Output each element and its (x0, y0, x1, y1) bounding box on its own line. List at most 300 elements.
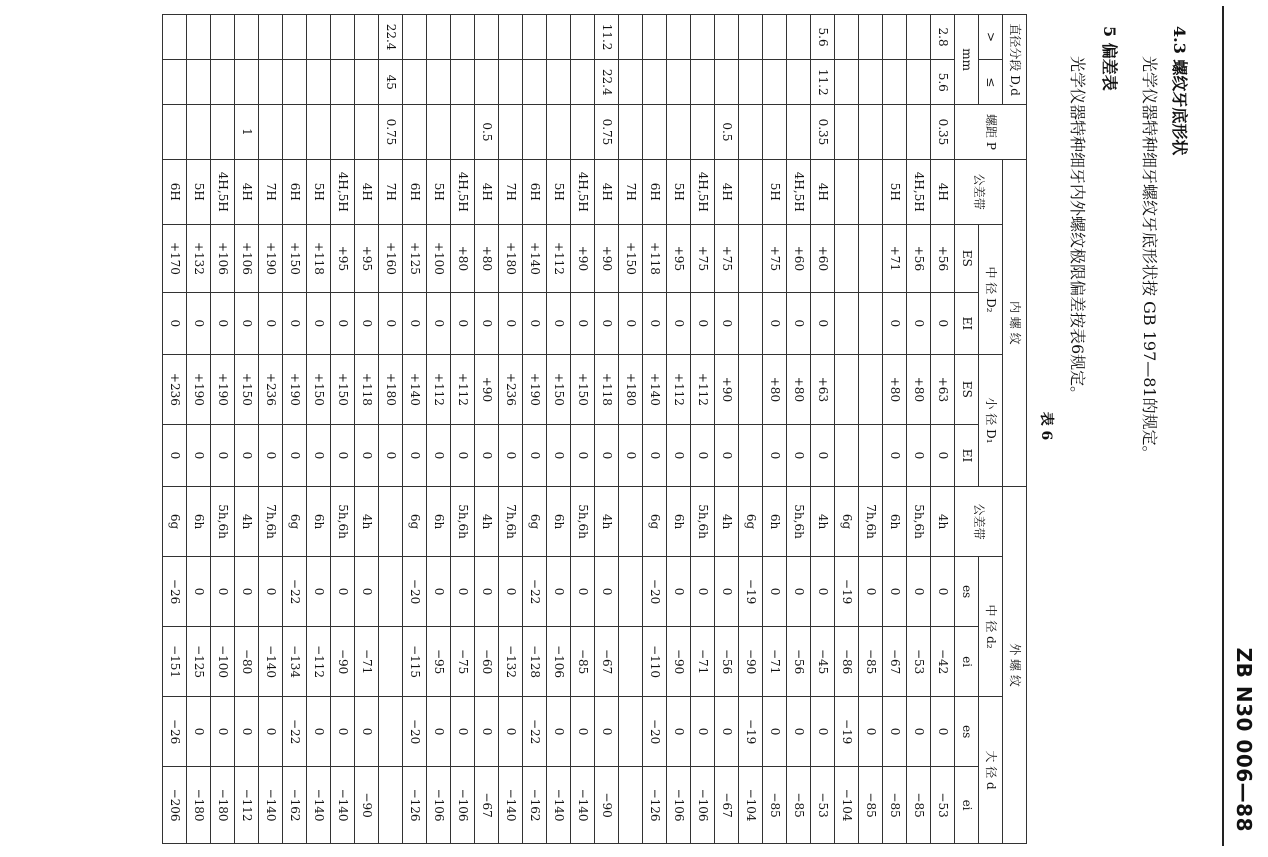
table-cell: −100 (211, 627, 235, 697)
table-cell: −106 (451, 767, 475, 844)
table-cell: −20 (643, 697, 667, 767)
table-cell (211, 15, 235, 60)
table-cell: 5h,6h (691, 487, 715, 557)
table-cell: +180 (379, 354, 403, 424)
table-cell (859, 105, 883, 159)
table-cell: +118 (643, 225, 667, 293)
table-cell: 0 (763, 292, 787, 354)
table-cell (859, 424, 883, 486)
table-cell: 4H,5H (451, 159, 475, 224)
table-cell (547, 105, 571, 159)
table-cell: +80 (883, 354, 907, 424)
table-cell: −140 (571, 767, 595, 844)
table-cell: 0 (643, 292, 667, 354)
section-5-body: 光学仪器特种细牙内外螺纹极限偏差按表6规定。 (1068, 56, 1087, 403)
table-cell: 0 (931, 292, 955, 354)
table-cell: 6g (163, 487, 187, 557)
table-cell: 6g (523, 487, 547, 557)
table-cell: 4H (715, 159, 739, 224)
table-cell: 0 (763, 557, 787, 627)
table-cell: 0 (763, 697, 787, 767)
table-cell: 6g (643, 487, 667, 557)
table-cell: +80 (451, 225, 475, 293)
table-cell: −42 (931, 627, 955, 697)
table-cell: −53 (811, 767, 835, 844)
table-cell: 7H (259, 159, 283, 224)
table-cell: 11.2 (811, 60, 835, 105)
table-cell: 0 (907, 697, 931, 767)
table-cell: 0 (691, 697, 715, 767)
table-cell: 0 (571, 697, 595, 767)
table-cell (571, 105, 595, 159)
table-cell: 0 (259, 557, 283, 627)
table-cell: −162 (523, 767, 547, 844)
table-cell: +118 (355, 354, 379, 424)
table-cell (571, 15, 595, 60)
table-cell: 0 (163, 424, 187, 486)
table-cell: 5H (187, 159, 211, 224)
table-cell (427, 15, 451, 60)
table-cell: −140 (307, 767, 331, 844)
table-cell: −180 (211, 767, 235, 844)
table-cell: −56 (715, 627, 739, 697)
table-cell (739, 159, 763, 224)
table-cell (643, 60, 667, 105)
table-cell: 0 (331, 292, 355, 354)
table-cell: −22 (523, 557, 547, 627)
table-cell (283, 60, 307, 105)
table-cell (379, 767, 403, 844)
table-cell: 0 (403, 424, 427, 486)
table-cell: 0 (499, 697, 523, 767)
table-cell: 0 (187, 292, 211, 354)
table-cell (427, 105, 451, 159)
table-cell: +190 (283, 354, 307, 424)
table-cell: −67 (715, 767, 739, 844)
table-row (667, 15, 691, 844)
table-cell: 1 (235, 105, 259, 159)
table-cell: 6H (403, 159, 427, 224)
table-cell (835, 225, 859, 293)
table-cell (907, 105, 931, 159)
table-cell (739, 105, 763, 159)
table-cell: 0 (787, 292, 811, 354)
table-cell (859, 159, 883, 224)
table-cell: 6h (307, 487, 331, 557)
table-cell: 0 (427, 424, 451, 486)
table-cell: 0 (883, 292, 907, 354)
table-cell: 0 (307, 292, 331, 354)
table-cell: −90 (739, 627, 763, 697)
table-cell (523, 60, 547, 105)
table-cell (187, 15, 211, 60)
table-cell: −110 (643, 627, 667, 697)
table-cell: +112 (691, 354, 715, 424)
table-cell: +160 (379, 225, 403, 293)
table-cell: −26 (163, 557, 187, 627)
table-cell (619, 15, 643, 60)
table-cell: −19 (739, 697, 763, 767)
table-cell: −132 (499, 627, 523, 697)
table-cell: +236 (259, 354, 283, 424)
table-cell: +190 (211, 354, 235, 424)
table-cell: 0 (667, 697, 691, 767)
table-cell: −85 (571, 627, 595, 697)
table-cell (859, 354, 883, 424)
table-cell: 45 (379, 60, 403, 105)
table-cell: −67 (595, 627, 619, 697)
table-cell: 7H (619, 159, 643, 224)
table-cell: 0 (619, 424, 643, 486)
table-cell: 0.5 (475, 105, 499, 159)
table-cell: 0 (883, 697, 907, 767)
table-cell: 0 (427, 697, 451, 767)
table-cell (835, 159, 859, 224)
table-cell (787, 105, 811, 159)
table-cell: 0 (883, 424, 907, 486)
table-cell (331, 105, 355, 159)
table-cell: +150 (571, 354, 595, 424)
table-cell: +80 (475, 225, 499, 293)
table-cell: −140 (547, 767, 571, 844)
table-cell (619, 557, 643, 627)
table-cell (499, 15, 523, 60)
table-cell: 5H (307, 159, 331, 224)
table-cell: 0 (475, 292, 499, 354)
table-row (499, 15, 523, 844)
table-cell: +170 (163, 225, 187, 293)
table-cell: 0 (667, 424, 691, 486)
table-cell: −85 (883, 767, 907, 844)
table-cell: −140 (259, 627, 283, 697)
table-cell: 0 (259, 292, 283, 354)
table-cell: 5H (763, 159, 787, 224)
table-cell: 5H (547, 159, 571, 224)
table-cell (619, 60, 643, 105)
table-cell: +150 (331, 354, 355, 424)
table-cell: +150 (619, 225, 643, 293)
table-cell: 0 (307, 424, 331, 486)
table-cell: +180 (499, 225, 523, 293)
table-cell (643, 105, 667, 159)
section-4-3-title: 4.3 螺纹牙底形状 (1170, 26, 1189, 156)
table-cell: 0 (571, 557, 595, 627)
table-cell: −106 (547, 627, 571, 697)
table-cell: 11.2 (595, 15, 619, 60)
table-cell: 0 (907, 292, 931, 354)
table-cell: 0 (595, 292, 619, 354)
table-cell: 0 (787, 424, 811, 486)
table-cell (883, 60, 907, 105)
standard-number: ZB N30 006—88 (1232, 647, 1256, 832)
table-cell: 0 (163, 292, 187, 354)
table-cell: 0 (547, 697, 571, 767)
table-cell (163, 60, 187, 105)
table-cell: −85 (859, 767, 883, 844)
table-row (547, 15, 571, 844)
table-cell (355, 15, 379, 60)
table-cell: 7h,6h (859, 487, 883, 557)
table-row (331, 15, 355, 844)
table-cell (211, 60, 235, 105)
table-cell: +106 (235, 225, 259, 293)
table-cell (835, 15, 859, 60)
table-cell: +56 (907, 225, 931, 293)
table-cell: −60 (475, 627, 499, 697)
table-row (931, 15, 955, 844)
table-cell: −67 (883, 627, 907, 697)
table-cell: +140 (403, 354, 427, 424)
table-cell: 0 (811, 424, 835, 486)
table-cell: 0 (499, 557, 523, 627)
table-cell: 0 (691, 557, 715, 627)
table-cell (787, 15, 811, 60)
table-cell: 0 (763, 424, 787, 486)
table-cell: 22.4 (379, 15, 403, 60)
table-cell: −71 (691, 627, 715, 697)
table-cell: 0 (931, 424, 955, 486)
table-cell: 5H (667, 159, 691, 224)
table-cell (451, 15, 475, 60)
table-cell (187, 105, 211, 159)
table-cell: +56 (931, 225, 955, 293)
table-cell: 0 (283, 292, 307, 354)
table-row (187, 15, 211, 844)
table-cell: +118 (595, 354, 619, 424)
table-cell: 0 (259, 697, 283, 767)
table-cell: 0 (235, 557, 259, 627)
table-cell: 6h (883, 487, 907, 557)
table-cell: +140 (643, 354, 667, 424)
table-row (883, 15, 907, 844)
mm-unit-header: mm (955, 15, 979, 105)
table-cell: 0 (547, 424, 571, 486)
table-cell: −106 (691, 767, 715, 844)
table-cell: 0 (643, 424, 667, 486)
table-cell: 0 (715, 424, 739, 486)
table-cell: −56 (787, 627, 811, 697)
table-cell: −128 (523, 627, 547, 697)
EI-header-1: EI (955, 292, 979, 354)
table-cell (691, 105, 715, 159)
table-cell: 0 (595, 697, 619, 767)
table-cell: 0 (403, 292, 427, 354)
table-row (859, 15, 883, 844)
table-cell: 0 (451, 424, 475, 486)
table-cell: 0 (811, 557, 835, 627)
table-cell: 4H (595, 159, 619, 224)
table-cell: 0 (307, 697, 331, 767)
table-cell (451, 105, 475, 159)
table-cell (547, 60, 571, 105)
table-cell: 0 (859, 697, 883, 767)
table-cell: +236 (499, 354, 523, 424)
table-cell: 0 (331, 424, 355, 486)
table-cell: −19 (835, 557, 859, 627)
table-cell: +95 (667, 225, 691, 293)
table-cell: −80 (235, 627, 259, 697)
document-body (12, 6, 1262, 846)
table-cell (907, 15, 931, 60)
table-row (619, 15, 643, 844)
table-cell: −115 (403, 627, 427, 697)
table-cell: 4H (475, 159, 499, 224)
table-cell (379, 557, 403, 627)
table-cell: 6g (283, 487, 307, 557)
external-tolerance-zone-header: 公差带 (955, 487, 1003, 557)
table-cell: 4H (235, 159, 259, 224)
table-cell: 0 (283, 424, 307, 486)
table-cell: 0 (619, 292, 643, 354)
table-cell: −26 (163, 697, 187, 767)
table-cell: 0 (379, 292, 403, 354)
rotated-document (12, 6, 1262, 846)
table-cell: 5.6 (931, 60, 955, 105)
table-cell: 0 (883, 557, 907, 627)
table-cell: 0 (499, 292, 523, 354)
table-cell (619, 767, 643, 844)
table-cell: +106 (211, 225, 235, 293)
table-cell: +180 (619, 354, 643, 424)
table-cell: 4H,5H (787, 159, 811, 224)
table-cell: +63 (811, 354, 835, 424)
table-cell: 7H (379, 159, 403, 224)
table-cell: 4h (715, 487, 739, 557)
table-cell: 0 (211, 424, 235, 486)
table-cell: −19 (835, 697, 859, 767)
table-cell (331, 60, 355, 105)
table-cell: +75 (691, 225, 715, 293)
table-cell: −95 (427, 627, 451, 697)
table-cell: −22 (283, 697, 307, 767)
table-cell: 0 (859, 557, 883, 627)
table-cell: 0 (595, 424, 619, 486)
table-cell: +190 (523, 354, 547, 424)
table-cell (163, 105, 187, 159)
table-cell: 4H,5H (211, 159, 235, 224)
table-cell: 0.35 (811, 105, 835, 159)
table-cell (475, 15, 499, 60)
section-4-3-body: 光学仪器特种细牙螺纹牙底形状按 GB 197—81的规定。 (1140, 56, 1159, 462)
table-cell (835, 424, 859, 486)
table-cell (643, 15, 667, 60)
table-cell (907, 60, 931, 105)
table-cell: −162 (283, 767, 307, 844)
table-cell (427, 60, 451, 105)
table-cell: −71 (763, 627, 787, 697)
table-cell: −126 (403, 767, 427, 844)
table-cell: 0 (355, 697, 379, 767)
table-cell (379, 697, 403, 767)
table-cell (235, 15, 259, 60)
table-cell (163, 15, 187, 60)
table-cell: −90 (595, 767, 619, 844)
table-row (523, 15, 547, 844)
table-cell: −85 (763, 767, 787, 844)
table-cell: −53 (907, 627, 931, 697)
table-cell: 0.5 (715, 105, 739, 159)
table-cell: 0 (715, 557, 739, 627)
table-row (235, 15, 259, 844)
table-cell: +100 (427, 225, 451, 293)
table-cell: 6g (835, 487, 859, 557)
table-cell: 0 (715, 697, 739, 767)
table-cell: 0 (427, 292, 451, 354)
table-cell: −22 (283, 557, 307, 627)
table-cell: 6h (547, 487, 571, 557)
table-cell: 0 (379, 424, 403, 486)
table-cell: 6g (739, 487, 763, 557)
table-cell (307, 15, 331, 60)
table-cell (835, 105, 859, 159)
table-cell: +60 (787, 225, 811, 293)
table-cell: 0 (427, 557, 451, 627)
table-cell: −90 (355, 767, 379, 844)
table-cell (187, 60, 211, 105)
table-row (691, 15, 715, 844)
table-cell (475, 60, 499, 105)
table-cell (307, 60, 331, 105)
table-cell: 0 (355, 292, 379, 354)
table-cell: 6H (523, 159, 547, 224)
table-cell: 0 (691, 292, 715, 354)
ES-header-1: ES (955, 225, 979, 293)
table-cell: 0 (187, 697, 211, 767)
table-row (283, 15, 307, 844)
table-cell: +125 (403, 225, 427, 293)
table-cell: 4h (475, 487, 499, 557)
table-cell: 0 (547, 292, 571, 354)
table-cell: 0 (211, 697, 235, 767)
table-cell: +112 (451, 354, 475, 424)
table-cell: +190 (259, 225, 283, 293)
table-cell (859, 225, 883, 293)
table-row (715, 15, 739, 844)
table-row (811, 15, 835, 844)
table-cell: +150 (307, 354, 331, 424)
table-cell: +80 (787, 354, 811, 424)
deviation-table (162, 14, 1027, 844)
table-cell (859, 15, 883, 60)
table-row (307, 15, 331, 844)
table-cell: 5H (427, 159, 451, 224)
table-cell (691, 15, 715, 60)
table-cell: 0 (931, 557, 955, 627)
table-cell: 4H (931, 159, 955, 224)
table-cell (739, 60, 763, 105)
table-cell (259, 15, 283, 60)
table-cell: −134 (283, 627, 307, 697)
table-cell: 0 (211, 292, 235, 354)
table-cell: −71 (355, 627, 379, 697)
table-cell: −151 (163, 627, 187, 697)
table-cell: −106 (427, 767, 451, 844)
table-cell: 4H,5H (331, 159, 355, 224)
table-cell: 0 (475, 697, 499, 767)
table-cell: 0 (235, 697, 259, 767)
table-cell (451, 60, 475, 105)
ei-header-1: ei (955, 627, 979, 697)
table-cell: −140 (259, 767, 283, 844)
table-cell: +90 (595, 225, 619, 293)
table-cell (523, 105, 547, 159)
table-row (355, 15, 379, 844)
table-cell (667, 105, 691, 159)
table-cell: −22 (523, 697, 547, 767)
table-cell: 0 (475, 557, 499, 627)
pitch-dia-d2-header: 中 径 d₂ (979, 557, 1003, 697)
table-cell: +112 (547, 225, 571, 293)
